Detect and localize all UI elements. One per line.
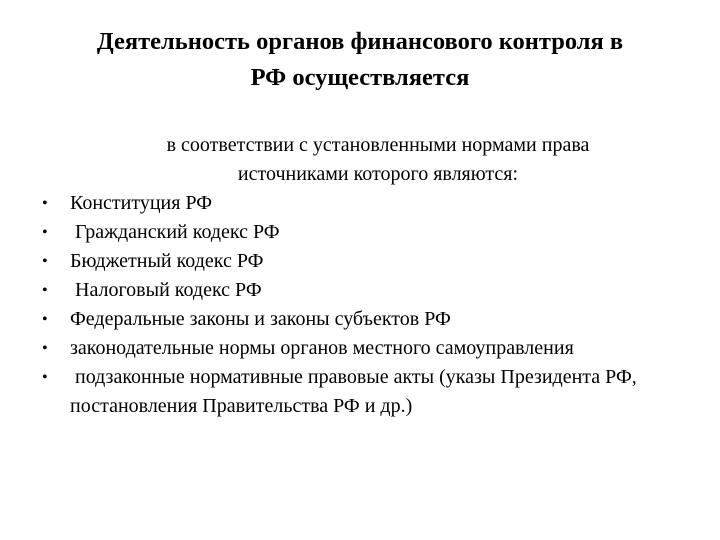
bullet-text: Налоговый кодекс РФ [70,279,262,301]
bullet-icon: • [42,253,48,270]
list-item [0,189,690,218]
bullet-list [0,189,720,421]
intro-text [68,131,688,189]
list-item [0,218,690,247]
title-line-1: Деятельность органов финансового контроля в [96,28,624,55]
title-line-2: РФ осуществляется [250,64,470,91]
bullet-icon: • [42,311,48,328]
list-item [0,276,690,305]
bullet-icon: • [42,195,48,212]
bullet-text: законодательные нормы органов местного самоуправления [70,337,574,359]
bullet-text: Бюджетный кодекс РФ [70,250,264,272]
bullet-icon: • [42,340,48,357]
bullet-icon: • [42,369,48,386]
intro-line-2: источниками которого являются: [237,163,519,185]
list-item [0,247,690,276]
bullet-icon: • [42,224,48,241]
bullet-text: Федеральные законы и законы субъектов РФ [70,308,451,330]
list-item [0,334,690,363]
list-item [0,305,690,334]
slide-title [40,24,680,96]
bullet-text: Гражданский кодекс РФ [70,221,280,243]
bullet-icon: • [42,282,48,299]
list-item [0,363,690,421]
bullet-text: Конституция РФ [70,192,213,214]
bullet-text: подзаконные нормативные правовые акты (указы Президента РФ, постановления Правительства РФ и др.) [70,366,642,417]
intro-line-1: в соответствии с установленными нормами права [166,134,590,156]
